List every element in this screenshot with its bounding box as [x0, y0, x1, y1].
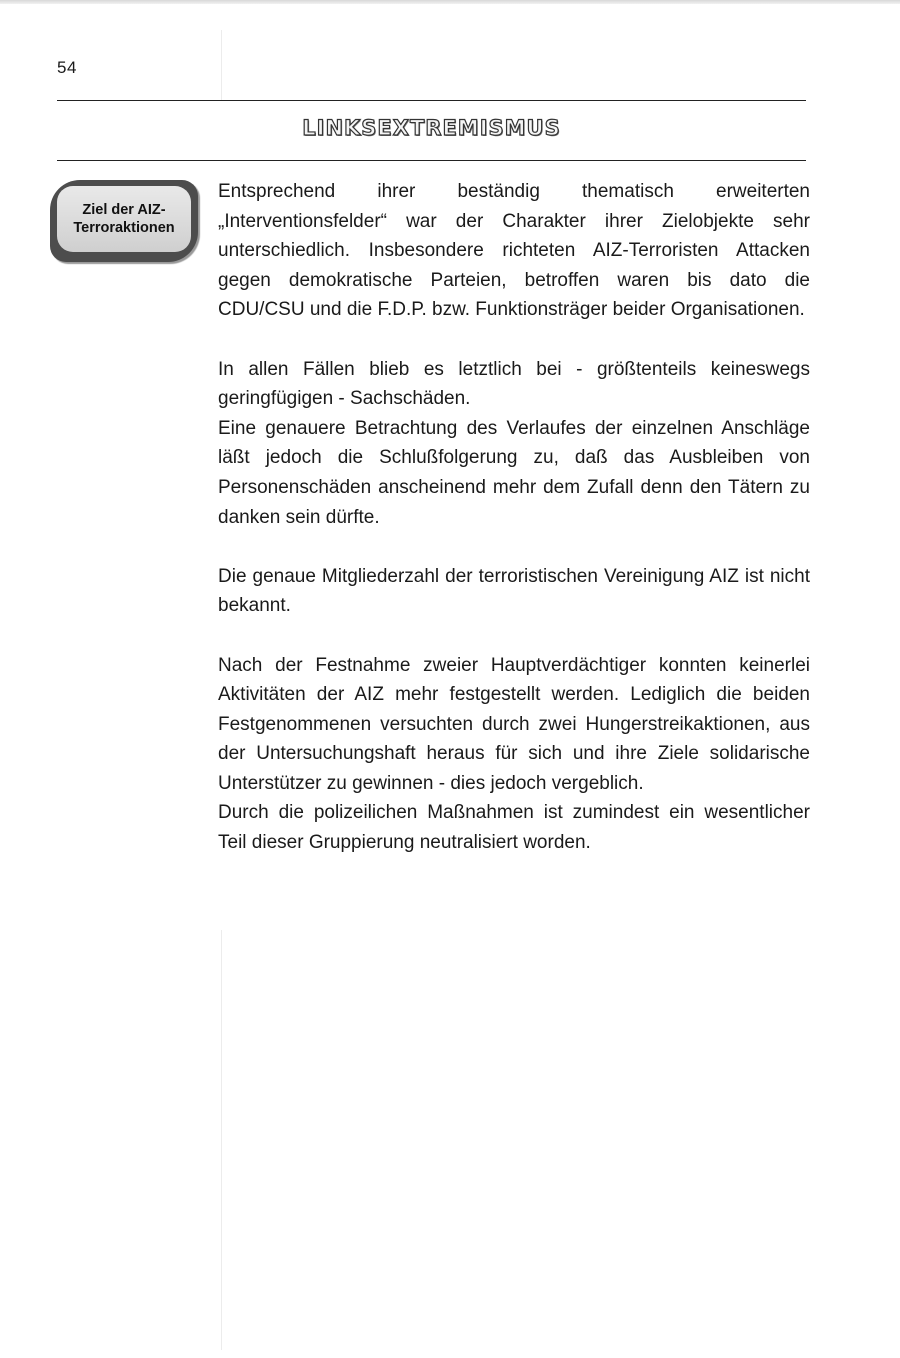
margin-note-line-1: Ziel der AIZ- [82, 202, 166, 218]
margin-note-line-2: Terroraktionen [73, 220, 175, 236]
page-number: 54 [57, 58, 77, 77]
header-rule-top [57, 100, 806, 101]
paragraph: Die genaue Mitgliederzahl der terroristischen Vereinigung AIZ ist nicht bekannt. [218, 565, 810, 617]
margin-note-box [50, 180, 198, 262]
paragraph: Nach der Festnahme zweier Hauptverdächtiger konnten keinerlei Aktivitäten der AIZ mehr festgestellt werden. Lediglich die beiden Festgenommenen versuchten durch zwei Hungerstreikaktionen, aus der Untersuchungshaft heraus für sich und ihre Ziele solidarische Unterstützer zu gewinnen - dies jedoch vergeblich. [218, 654, 810, 794]
margin-note-label [57, 186, 191, 252]
paragraph: In allen Fällen blieb es letztlich bei - größtenteils keineswegs geringfügigen - Sachschäden. [218, 358, 810, 410]
page-top-edge [0, 0, 900, 4]
header-rule-bottom [57, 160, 806, 161]
section-title: LINKSEXTREMISMUS [302, 116, 561, 140]
paragraph: Entsprechend ihrer beständig thematisch erweiterten „Interventionsfelder“ war der Charakter ihrer Zielobjekte sehr unterschiedlich. Insbesondere richteten AIZ-Terroristen Attacken gegen demokratische Parteien, betroffen waren bis dato die CDU/CSU und die F.D.P. bzw. Funktionsträger beider Organisationen. [218, 181, 810, 321]
scan-artifact-line [221, 30, 222, 100]
paragraph: Eine genauere Betrachtung des Verlaufes der einzelnen Anschläge läßt jedoch die Schlußfolgerung zu, daß das Ausbleiben von Personenschäden anscheinend mehr dem Zufall denn den Tätern zu danken sein dürfte. [218, 417, 810, 528]
scan-artifact-line [221, 930, 222, 1350]
body-text [218, 177, 810, 858]
paragraph: Durch die polizeilichen Maßnahmen ist zumindest ein wesentlicher Teil dieser Gruppierung neutralisiert worden. [218, 802, 810, 854]
